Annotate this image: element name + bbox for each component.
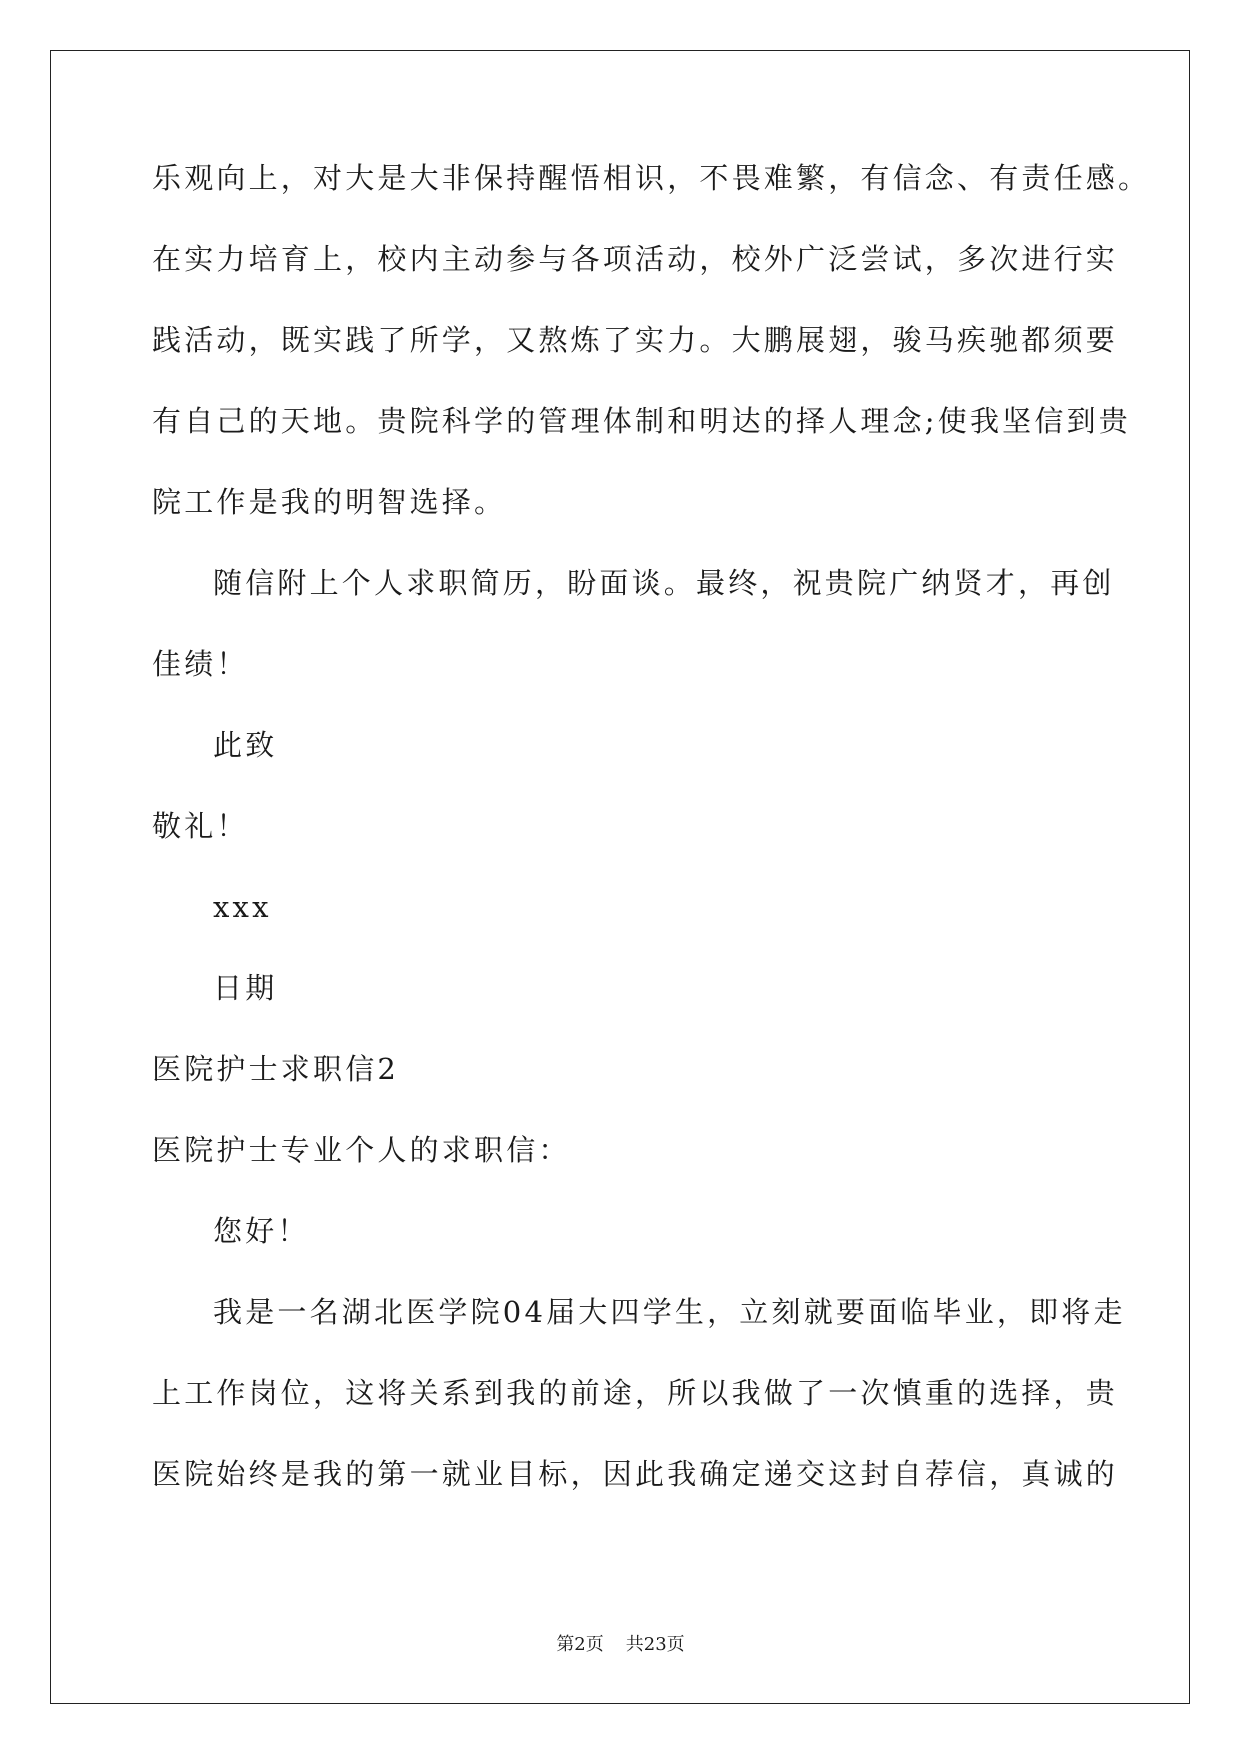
section-heading: 医院护士求职信2	[152, 1052, 400, 1086]
body-line-2: 在实力培育上，校内主动参与各项活动，校外广泛尝试，多次进行实	[152, 242, 1119, 276]
body-line-3: 践活动，既实践了所学，又熬炼了实力。大鹏展翅，骏马疾驰都须要	[152, 323, 1119, 357]
salutation-closing: 此致	[213, 728, 278, 762]
page-number: 第2页	[556, 1634, 604, 1655]
letter-recipient: 医院护士专业个人的求职信：	[152, 1133, 571, 1167]
page-total: 共23页	[625, 1634, 685, 1655]
page-footer	[0, 1630, 1241, 1656]
body-line-7: 佳绩！	[152, 647, 249, 681]
body-line-17: 医院始终是我的第一就业目标，因此我确定递交这封自荐信，真诚的	[152, 1457, 1119, 1491]
signature-name: xxx	[213, 890, 272, 924]
body-line-4: 有自己的天地。贵院科学的管理体制和明达的择人理念;使我坚信到贵	[152, 404, 1131, 438]
salutation-regards: 敬礼！	[152, 809, 249, 843]
body-line-5: 院工作是我的明智选择。	[152, 485, 507, 519]
document-body	[152, 160, 1151, 1537]
signature-date: 日期	[213, 971, 278, 1005]
body-line-15: 我是一名湖北医学院04届大四学生，立刻就要面临毕业，即将走	[213, 1295, 1126, 1329]
body-line-16: 上工作岗位，这将关系到我的前途，所以我做了一次慎重的选择，贵	[152, 1376, 1119, 1410]
body-line-1: 乐观向上，对大是大非保持醒悟相识，不畏难繁，有信念、有责任感。	[152, 161, 1151, 195]
letter-greeting: 您好！	[213, 1214, 310, 1248]
body-line-6: 随信附上个人求职简历，盼面谈。最终，祝贵院广纳贤才，再创	[213, 566, 1115, 600]
